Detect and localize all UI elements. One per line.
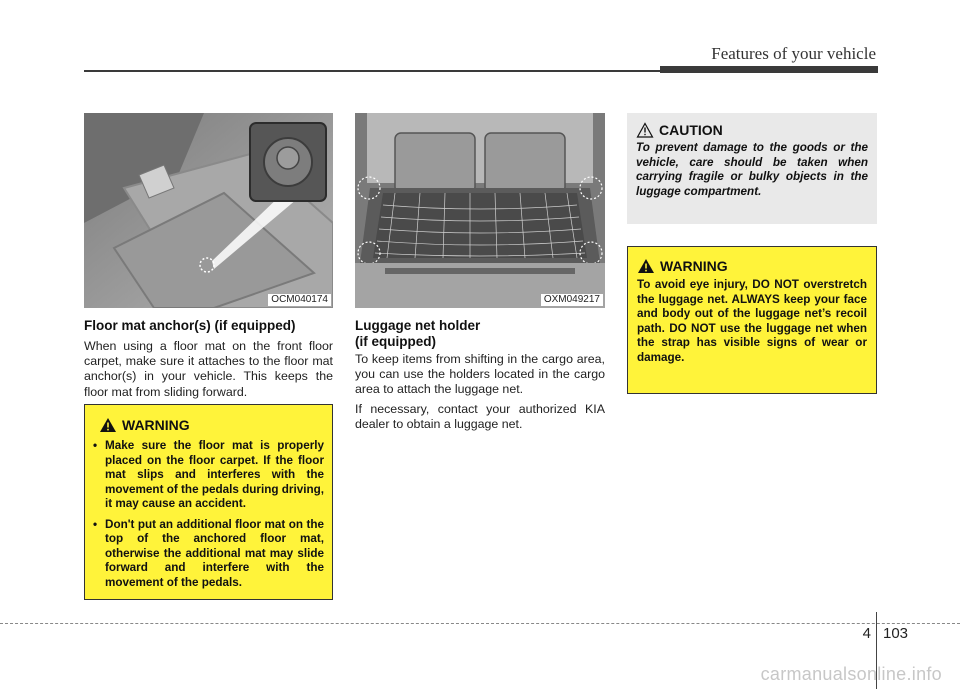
watermark-text: carmanualsonline.info xyxy=(760,664,942,684)
warning-triangle-icon xyxy=(637,258,655,274)
luggage-net-figure xyxy=(355,113,605,308)
warning-item: • Make sure the floor mat is properly placed on the floor carpet. If the floor mat slips and interferes with the movement of the pedals during driving, it may cause an accident. xyxy=(93,439,324,512)
section-header-title: Features of your vehicle xyxy=(711,44,876,63)
luggage-net-illustration xyxy=(355,113,605,308)
luggage-net-body-1: To keep items from shifting in the cargo area, you can use the holders located in the cargo area to attach the luggage net. xyxy=(355,352,605,397)
warning-text: To avoid eye injury, DO NOT overstretch the luggage net. ALWAYS keep your face and body out of the luggage net’s recoil path. DO NOT use the luggage net when the strap has visible signs of wear or damage. xyxy=(637,278,867,364)
warning-list xyxy=(93,439,324,590)
figure-code-label: OXM049217 xyxy=(541,294,603,306)
figure-code-label: OCM040174 xyxy=(268,294,331,306)
warning-title-text: WARNING xyxy=(122,417,190,433)
floor-mat-illustration xyxy=(84,113,333,308)
caution-box xyxy=(627,113,877,224)
floor-mat-warning-box xyxy=(84,404,333,600)
luggage-net-heading-line1: Luggage net holder xyxy=(355,318,481,333)
luggage-net-heading-line2: (if equipped) xyxy=(355,334,436,349)
caution-title xyxy=(636,122,868,138)
luggage-net-body-2: If necessary, contact your authorized KIA dealer to obtain a luggage net. xyxy=(355,402,605,432)
floor-mat-anchor-figure xyxy=(84,113,333,308)
header-rule xyxy=(84,70,660,72)
warning-triangle-icon xyxy=(99,417,117,433)
caution-text: To prevent damage to the goods or the vehicle, care should be taken when carrying fragile or bulky objects in the luggage compartment. xyxy=(636,141,868,198)
warning-title xyxy=(637,258,867,274)
footer-divider xyxy=(0,623,960,624)
floor-mat-body: When using a floor mat on the front floor carpet, make sure it attaches to the floor mat anchor(s) in your vehicle. This keeps the floor mat from sliding forward. xyxy=(84,339,333,399)
luggage-net-warning-box xyxy=(627,246,877,394)
caution-title-text: CAUTION xyxy=(659,122,723,138)
warning-item: • Don't put an additional floor mat on the top of the anchored floor mat, otherwise the additional mat may slide forward and interfere with the movement of the pedals. xyxy=(93,518,324,591)
chapter-number: 4 xyxy=(862,625,871,642)
header-rule-accent xyxy=(660,66,878,73)
floor-mat-heading: Floor mat anchor(s) (if equipped) xyxy=(84,318,296,333)
page-number: 103 xyxy=(883,625,909,642)
warning-title-text: WARNING xyxy=(660,258,728,274)
warning-title xyxy=(99,417,324,433)
luggage-net-heading xyxy=(355,318,605,350)
caution-triangle-icon xyxy=(636,122,654,138)
